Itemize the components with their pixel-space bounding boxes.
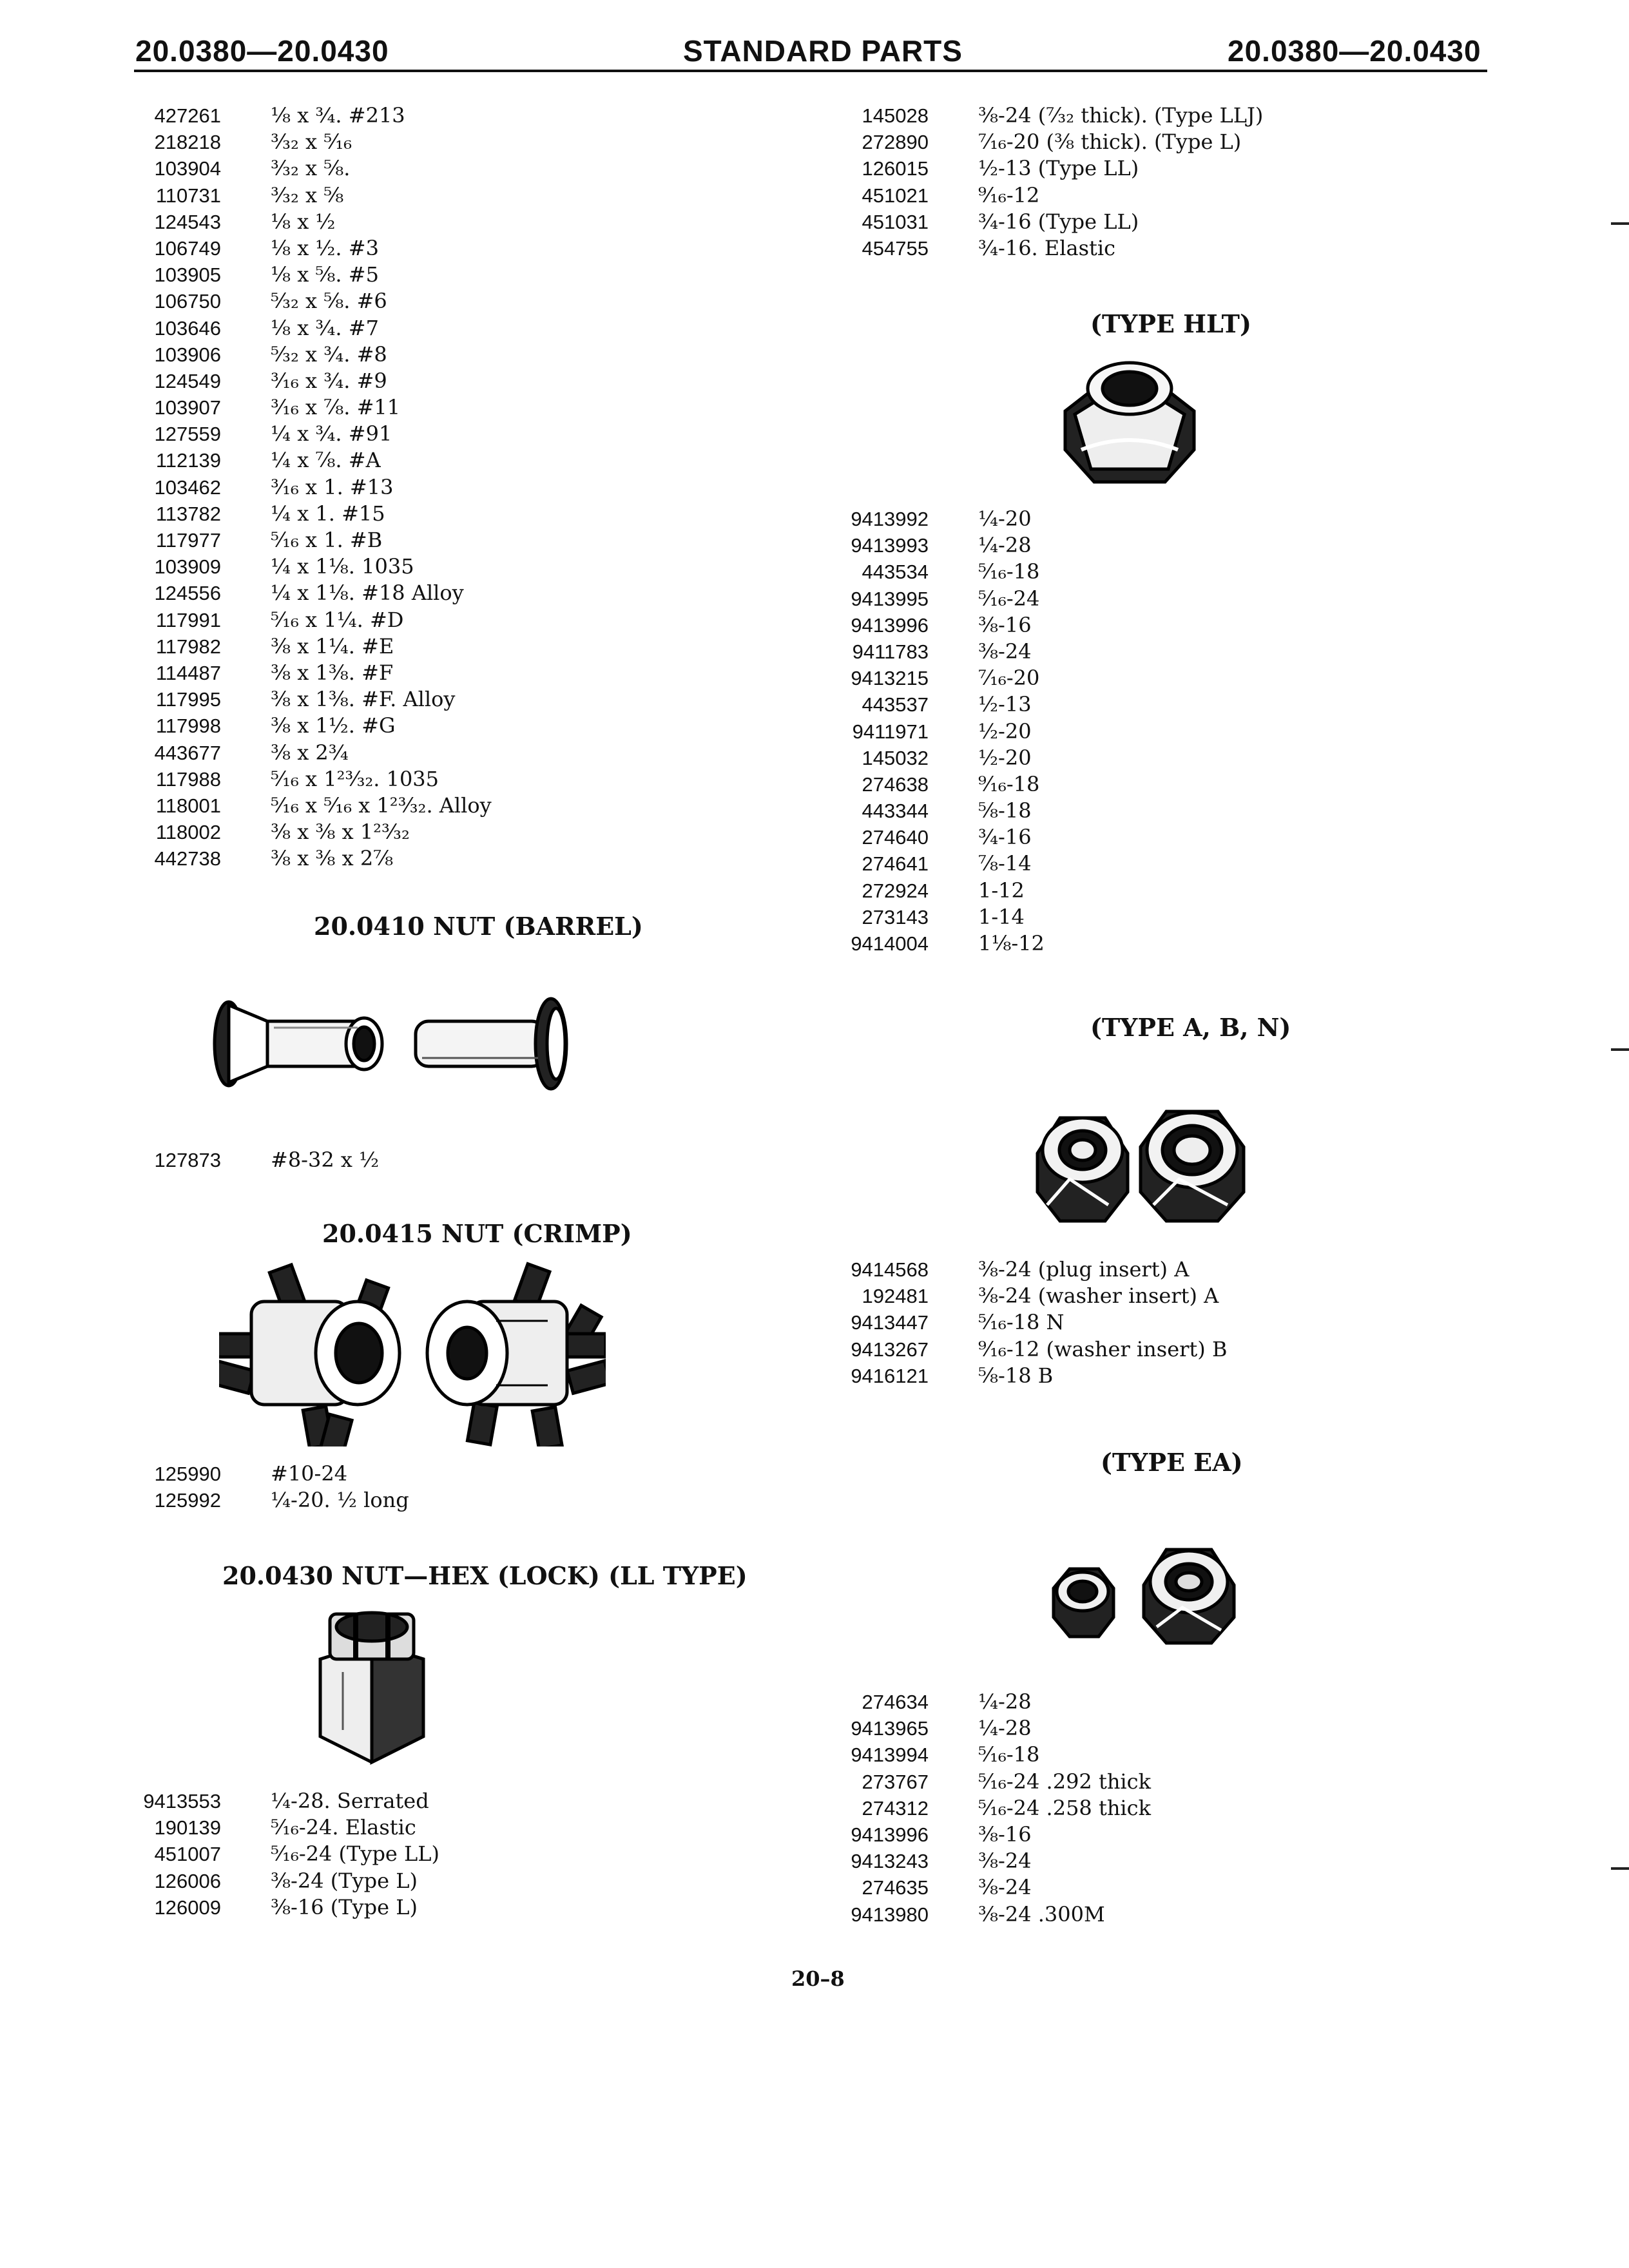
list-item	[132, 1788, 439, 1814]
part-description: 1-12	[978, 878, 1025, 903]
list-item	[132, 155, 492, 182]
list-item	[840, 745, 1045, 771]
part-description: ⅜-24	[978, 639, 1032, 664]
list-item	[132, 262, 492, 288]
part-description: 1⅛-12	[978, 931, 1045, 956]
list-item	[840, 824, 1045, 850]
part-number: 9413215	[851, 667, 929, 690]
list-item	[840, 1874, 1151, 1901]
part-description: ⁵⁄₁₆ x 1. #B	[271, 528, 383, 552]
part-description: 1-14	[978, 904, 1025, 929]
part-description: ⅜-16	[978, 612, 1032, 637]
list-item	[132, 1894, 439, 1921]
list-item	[132, 209, 492, 235]
part-description: ⅜-24	[978, 1875, 1032, 1900]
list-item	[132, 129, 492, 155]
list-item	[840, 665, 1045, 691]
part-description: ³⁄₁₆ x 1. #13	[271, 474, 394, 499]
list-item	[840, 1363, 1227, 1389]
list-item	[840, 612, 1045, 639]
part-number: 125992	[154, 1489, 221, 1512]
header-rule	[134, 70, 1487, 72]
list-item	[840, 209, 1263, 235]
list-item	[132, 1868, 439, 1894]
part-number: 272924	[862, 879, 929, 902]
part-number: 117998	[155, 715, 221, 738]
list-item	[840, 506, 1045, 532]
section-title-hexlock: 20.0430 NUT—HEX (LOCK) (LL TYPE)	[222, 1561, 747, 1590]
part-description: ⅜ x ⅜ x 1²³⁄₃₂	[271, 820, 410, 845]
part-description: ⅜-24 (⁷⁄₃₂ thick). (Type LLJ)	[978, 103, 1264, 128]
parts-list-type-abn	[840, 1256, 1227, 1389]
part-number: 117995	[155, 688, 221, 711]
part-description: ⁵⁄₁₆-18	[978, 559, 1040, 584]
part-number: 9413965	[851, 1717, 929, 1740]
list-item	[132, 394, 492, 421]
part-number: 274640	[862, 826, 929, 849]
part-number: 145028	[862, 104, 929, 127]
part-description: ⅜-24 (Type L)	[271, 1868, 418, 1893]
list-item	[840, 1821, 1151, 1848]
list-item	[840, 1769, 1151, 1795]
list-item	[840, 1283, 1227, 1309]
hex-lock-nut-illustration	[304, 1608, 439, 1769]
part-description: ⅝-18	[978, 798, 1032, 823]
part-description: ³⁄₃₂ x ⅝	[271, 182, 344, 207]
part-number: 103462	[154, 476, 221, 499]
part-number: 117991	[155, 608, 221, 631]
part-description: ⅛ x ½. #3	[271, 235, 379, 260]
parts-list-crimp	[132, 1461, 409, 1514]
list-item	[132, 474, 492, 501]
list-item	[132, 1841, 439, 1867]
part-description: ⅜-16 (Type L)	[271, 1894, 418, 1919]
list-item	[840, 904, 1045, 930]
barrel-nut-illustration	[209, 986, 583, 1102]
list-item	[132, 102, 492, 129]
part-number: 106750	[154, 290, 221, 313]
list-item	[840, 718, 1045, 745]
part-description: ¾-16. Elastic	[978, 235, 1115, 260]
part-number: 124556	[154, 582, 221, 605]
part-description: ⁵⁄₁₆-24	[978, 586, 1040, 611]
part-description: ¼-20	[978, 506, 1032, 531]
list-item	[840, 850, 1045, 877]
list-item	[132, 713, 492, 739]
part-number: 9413996	[851, 1823, 929, 1846]
list-item	[840, 235, 1263, 262]
list-item	[840, 771, 1045, 798]
part-number: 110731	[155, 184, 221, 207]
part-number: 103906	[154, 343, 221, 366]
part-description: ³⁄₃₂ x ⅝.	[271, 156, 351, 181]
part-description: #10-24	[271, 1461, 348, 1486]
part-number: 103905	[154, 264, 221, 287]
list-item	[132, 527, 492, 553]
part-description: ⅜ x ⅜ x 2⅞	[271, 846, 394, 871]
part-number: 126009	[154, 1896, 221, 1919]
part-description: ⅛ x ½	[271, 209, 336, 234]
list-item	[840, 182, 1263, 209]
part-description: ⁷⁄₁₆-20	[978, 666, 1040, 691]
part-description: ⅛ x ⅝. #5	[271, 262, 379, 287]
list-item	[840, 1336, 1227, 1363]
list-item	[840, 1715, 1151, 1742]
list-item	[840, 798, 1045, 824]
part-number: 106749	[154, 236, 221, 260]
parts-list-type-hlt	[840, 506, 1045, 957]
header-left: 20.0380—20.0430	[135, 34, 389, 68]
margin-tick	[1611, 222, 1629, 225]
part-number: 443344	[862, 800, 929, 823]
part-description: ⅜ x 1⅜. #F	[271, 660, 394, 685]
part-number: 117988	[155, 767, 221, 791]
list-item	[840, 639, 1045, 665]
part-number: 190139	[154, 1816, 221, 1840]
part-number: 274635	[862, 1876, 929, 1899]
list-item	[132, 1147, 379, 1173]
part-number: 274312	[862, 1796, 929, 1820]
part-description: ⁵⁄₁₆-18	[978, 1742, 1040, 1767]
part-number: 454755	[862, 236, 929, 260]
part-number: 113782	[155, 502, 221, 525]
list-item	[840, 1689, 1151, 1715]
parts-list-right-top	[840, 102, 1263, 262]
part-number: 273143	[862, 905, 929, 928]
list-item	[132, 686, 492, 713]
section-title-type-ea: (TYPE EA)	[1101, 1448, 1243, 1477]
part-number: 9411971	[852, 720, 929, 743]
part-description: ³⁄₁₆ x ⅞. #11	[271, 395, 401, 420]
part-description: ¼ x 1. #15	[271, 501, 385, 526]
part-number: 443537	[862, 693, 929, 716]
part-description: ⅜ x 1⅜. #F. Alloy	[271, 687, 456, 712]
part-description: ⅛ x ¾. #7	[271, 315, 379, 340]
part-number: 443534	[862, 561, 929, 584]
part-number: 442738	[154, 847, 221, 870]
part-number: 127873	[154, 1149, 221, 1171]
list-item	[840, 559, 1045, 585]
list-item	[132, 580, 492, 606]
part-description: ¼ x ⅞. #A	[271, 448, 381, 473]
part-description: ⁹⁄₁₆-18	[978, 771, 1040, 796]
part-number: 103907	[154, 396, 221, 419]
list-item	[840, 1848, 1151, 1874]
part-description: ¼ x 1⅛. 1035	[271, 554, 414, 579]
part-number: 117982	[155, 635, 221, 658]
list-item	[132, 607, 492, 633]
part-description: ⅜-24 .300M	[978, 1901, 1105, 1927]
list-item	[132, 368, 492, 394]
list-item	[840, 691, 1045, 718]
list-item	[132, 182, 492, 209]
part-number: 272890	[862, 131, 929, 154]
part-number: 9413980	[851, 1903, 929, 1926]
part-number: 218218	[154, 131, 221, 154]
list-item	[840, 878, 1045, 904]
part-number: 274641	[862, 852, 929, 876]
part-number: 443677	[154, 741, 221, 764]
part-description: ⅜ x 1½. #G	[271, 713, 396, 738]
part-number: 126006	[154, 1869, 221, 1892]
part-description: ³⁄₃₂ x ⁵⁄₁₆	[271, 130, 352, 155]
part-description: ¼-28	[978, 1716, 1032, 1741]
part-number: 9413995	[851, 587, 929, 610]
part-description: ⁵⁄₁₆-24 .292 thick	[978, 1769, 1151, 1794]
section-title-type-abn: (TYPE A, B, N)	[1090, 1013, 1291, 1042]
part-description: ⅜-24 (washer insert) A	[978, 1283, 1219, 1309]
part-description: ¼ x ¾. #91	[271, 421, 392, 447]
part-description: ¼-28	[978, 533, 1032, 558]
list-item	[132, 288, 492, 314]
part-number: 118002	[155, 821, 221, 844]
part-description: ⁵⁄₁₆-24. Elastic	[271, 1815, 416, 1840]
part-number: 103646	[154, 316, 221, 340]
part-number: 9413553	[143, 1790, 221, 1812]
list-item	[132, 740, 492, 766]
part-description: ⅜-16	[978, 1821, 1032, 1847]
list-item	[132, 766, 492, 793]
list-item	[132, 1814, 439, 1841]
part-description: ⁵⁄₁₆-24 .258 thick	[978, 1795, 1151, 1820]
part-number: 427261	[154, 104, 221, 127]
part-number: 126015	[862, 157, 929, 180]
part-description: ⁵⁄₃₂ x ⅝. #6	[271, 289, 387, 314]
list-item	[132, 235, 492, 262]
header-center: STANDARD PARTS	[683, 34, 963, 68]
part-description: ½-13	[978, 692, 1032, 717]
part-description: ¾-16 (Type LL)	[978, 209, 1139, 234]
list-item	[132, 315, 492, 341]
part-number: 9413993	[851, 534, 929, 557]
part-number: 125990	[154, 1463, 221, 1485]
part-description: ¼ x 1⅛. #18 Alloy	[271, 581, 464, 606]
list-item	[132, 1461, 409, 1487]
part-number: 274638	[862, 773, 929, 796]
type-hlt-nut-illustration	[1055, 353, 1204, 488]
section-title-barrel: 20.0410 NUT (BARREL)	[314, 912, 643, 941]
part-number: 117977	[155, 529, 221, 552]
margin-tick	[1611, 1867, 1629, 1870]
part-number: 127559	[154, 423, 221, 446]
part-number: 114487	[155, 661, 221, 684]
list-item	[132, 633, 492, 660]
list-item	[840, 155, 1263, 182]
list-item	[840, 129, 1263, 155]
part-number: 9413267	[851, 1338, 929, 1361]
list-item	[132, 1487, 409, 1514]
part-number: 9411783	[852, 640, 929, 663]
part-description: ⁹⁄₁₆-12 (washer insert) B	[978, 1336, 1228, 1361]
part-description: ¼-20. ½ long	[271, 1488, 409, 1513]
list-item	[132, 501, 492, 527]
part-number: 451031	[862, 210, 929, 233]
crimp-nut-illustration	[219, 1260, 606, 1446]
parts-list-hexlock	[132, 1788, 439, 1921]
part-number: 145032	[862, 746, 929, 769]
part-number: 9413992	[851, 508, 929, 530]
list-item	[840, 1309, 1227, 1336]
part-number: 124549	[154, 369, 221, 392]
part-description: ⅜-24 (plug insert) A	[978, 1257, 1190, 1282]
list-item	[132, 553, 492, 580]
part-number: 9413996	[851, 613, 929, 637]
part-description: ¼-28. Serrated	[271, 1789, 429, 1813]
part-number: 9414568	[851, 1258, 929, 1281]
list-item	[132, 447, 492, 474]
part-number: 103909	[154, 555, 221, 579]
part-description: ⁵⁄₁₆-24 (Type LL)	[271, 1841, 440, 1867]
part-description: ⅛ x ¾. #213	[271, 103, 405, 128]
parts-list-left-top	[132, 102, 492, 872]
part-description: ⅝-18 B	[978, 1363, 1054, 1388]
header-right: 20.0380—20.0430	[1228, 34, 1481, 68]
part-number: 9414004	[851, 932, 929, 955]
part-description: ⅜ x 1¼. #E	[271, 633, 394, 658]
part-description: ⁷⁄₁₆-20 (⅜ thick). (Type L)	[978, 130, 1242, 155]
part-description: ⁵⁄₃₂ x ¾. #8	[271, 341, 387, 367]
part-description: ⅜ x 2¾	[271, 740, 349, 765]
part-description: ³⁄₁₆ x ¾. #9	[271, 368, 387, 393]
part-number: 9416121	[851, 1364, 929, 1387]
part-description: ⁵⁄₁₆ x 1²³⁄₃₂. 1035	[271, 766, 439, 791]
part-description: ⅞-14	[978, 851, 1032, 876]
part-description: ⁵⁄₁₆ x 1¼. #D	[271, 607, 404, 632]
type-abn-nut-illustration	[1028, 1105, 1260, 1227]
list-item	[840, 1256, 1227, 1283]
list-item	[132, 845, 492, 872]
list-item	[840, 586, 1045, 612]
part-description: ¾-16	[978, 825, 1032, 850]
margin-tick	[1611, 1048, 1629, 1051]
part-description: #8-32 x ½	[271, 1148, 380, 1172]
part-description: ¼-28	[978, 1689, 1032, 1714]
list-item	[840, 1795, 1151, 1821]
part-description: ½-13 (Type LL)	[978, 156, 1139, 181]
part-number: 451021	[862, 184, 929, 207]
part-number: 274634	[862, 1691, 929, 1713]
part-number: 9413447	[851, 1311, 929, 1334]
part-number: 9413994	[851, 1744, 929, 1767]
list-item	[840, 930, 1045, 957]
section-title-type-hlt: (TYPE HLT)	[1090, 309, 1251, 338]
part-number: 103904	[154, 157, 221, 180]
part-description: ⁵⁄₁₆ x ⁵⁄₁₆ x 1²³⁄₃₂. Alloy	[271, 793, 492, 818]
part-description: ½-20	[978, 718, 1032, 744]
type-ea-nut-illustration	[1044, 1543, 1250, 1646]
part-number: 192481	[862, 1285, 929, 1308]
part-number: 451007	[154, 1843, 221, 1866]
part-description: ⁵⁄₁₆-18 N	[978, 1310, 1065, 1335]
section-title-crimp: 20.0415 NUT (CRIMP)	[322, 1219, 632, 1248]
part-description: ⁹⁄₁₆-12	[978, 182, 1040, 207]
page-number: 20–8	[791, 1966, 845, 1991]
list-item	[132, 660, 492, 686]
part-number: 273767	[862, 1770, 929, 1793]
part-number: 112139	[155, 449, 221, 472]
part-description: ⅜-24	[978, 1849, 1032, 1874]
list-item	[132, 819, 492, 845]
list-item	[840, 532, 1045, 559]
list-item	[840, 1742, 1151, 1768]
list-item	[132, 793, 492, 819]
list-item	[132, 341, 492, 368]
parts-list-barrel	[132, 1147, 379, 1173]
parts-list-type-ea	[840, 1689, 1151, 1928]
list-item	[132, 421, 492, 447]
part-number: 118001	[155, 794, 221, 817]
part-number: 9413243	[851, 1850, 929, 1873]
list-item	[840, 102, 1263, 129]
part-description: ½-20	[978, 745, 1032, 770]
list-item	[840, 1901, 1151, 1928]
part-number: 124543	[154, 210, 221, 233]
